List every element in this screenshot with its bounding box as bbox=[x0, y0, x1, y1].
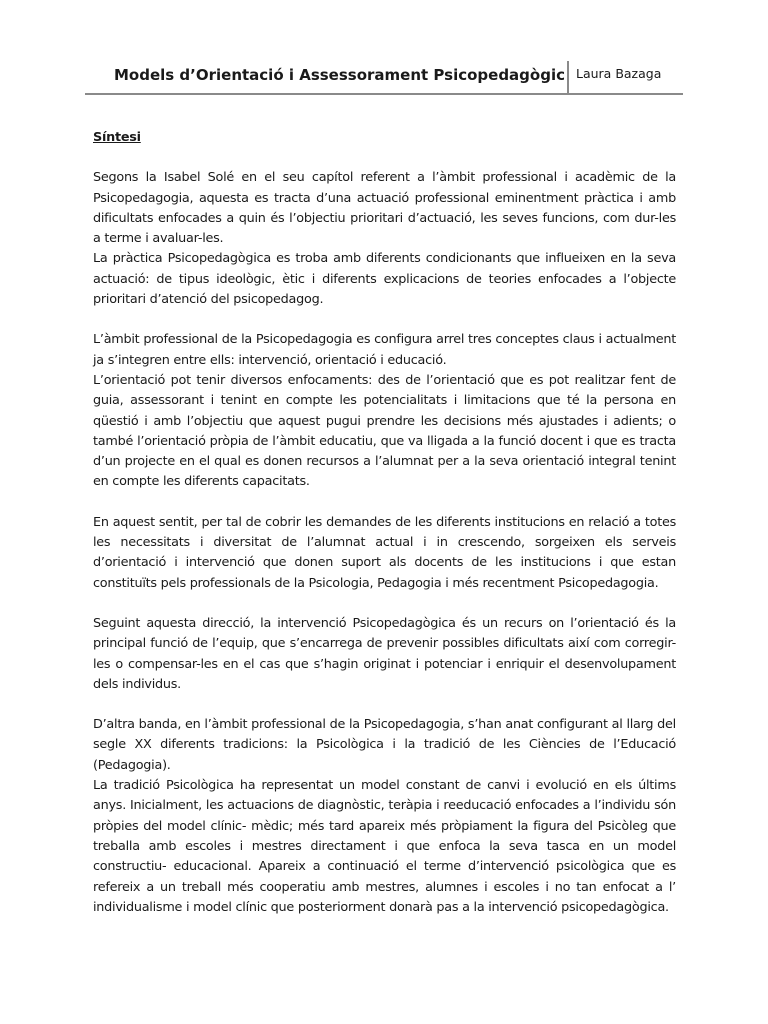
document-title: Models d’Orientació i Assessorament Psicopedagògic bbox=[113, 66, 565, 84]
paragraph: D’altra banda, en l’àmbit professional de la Psicopedagogia, s’han anat configurant al llarg del segle XX diferents tradicions: la Psicològica i la tradició de les Ciències de l’Educació (Pedagogia). bbox=[93, 717, 676, 773]
document-body bbox=[93, 128, 676, 918]
section-heading: Síntesi bbox=[93, 130, 141, 145]
paragraph: Segons la Isabel Solé en el seu capítol referent a l’àmbit professional i acadèmic de la Psicopedagogia, aquesta es tracta d’una actuació professional eminentment pràctica i amb dificultats enfocades a quin és l’objectiu prioritari d’actuació, les seves funcions, com dur-les a terme i avaluar-les. bbox=[93, 170, 676, 247]
paragraph: Seguint aquesta direcció, la intervenció Psicopedagògica és un recurs on l’orientació és la principal funció de l’equip, que s’encarrega de prevenir possibles dificultats així com corregir-les o compensar-les en el cas que s’hagin originat i potenciar i enriquir el desenvolupament dels individus. bbox=[93, 615, 676, 692]
page-header bbox=[85, 60, 683, 95]
paragraph: En aquest sentit, per tal de cobrir les demandes de les diferents institucions en relació a totes les necessitats i diversitat de l’alumnat actual i in crescendo, sorgeixen els serveis d’orientació i intervenció que donen suport als docents de les institucions i que estan constituïts pels professionals de la Psicologia, Pedagogia i més recentment Psicopedagogia. bbox=[93, 514, 676, 591]
paragraph: L’orientació pot tenir diversos enfocaments: des de l’orientació que es pot realitzar fent de guia, assessorant i tenint en compte les potencialitats i limitacions que té la persona en qüestió i amb l’objectiu que aquest pugui prendre les decisions més ajustades i adients; o també l’orientació pròpia de l’àmbit educatiu, que va lligada a la funció docent i que es tracta d’un projecte en el qual es donen recursos a l’alumnat per a la seva orientació integral tenint en compte les diferents capacitats. bbox=[93, 372, 676, 490]
author-name: Laura Bazaga bbox=[576, 66, 662, 81]
paragraph: La tradició Psicològica ha representat un model constant de canvi i evolució en els últims anys. Inicialment, les actuacions de diagnòstic, teràpia i reeducació enfocades a l’individu són pròpies del model clínic- mèdic; més tard apareix més pròpiament la figura del Psicòleg que treballa amb escoles i mestres directament i que enfoca la seva tasca en un model constructiu- educacional. Apareix a continuació el terme d’intervenció psicològica que es refereix a un treball més cooperatiu amb mestres, alumnes i escoles i no tan enfocat a l’ individualisme i model clínic que posteriorment donarà pas a la intervenció psicopedagògica. bbox=[93, 778, 676, 915]
paragraph: L’àmbit professional de la Psicopedagogia es configura arrel tres conceptes claus i actualment ja s’integren entre ells: intervenció, orientació i educació. bbox=[93, 332, 676, 368]
paragraph: La pràctica Psicopedagògica es troba amb diferents condicionants que influeixen en la seva actuació: de tipus ideològic, ètic i diferents explicacions de teories enfocades a l’objecte prioritari d’atenció del psicopedagog. bbox=[93, 251, 676, 308]
header-divider bbox=[567, 61, 569, 93]
